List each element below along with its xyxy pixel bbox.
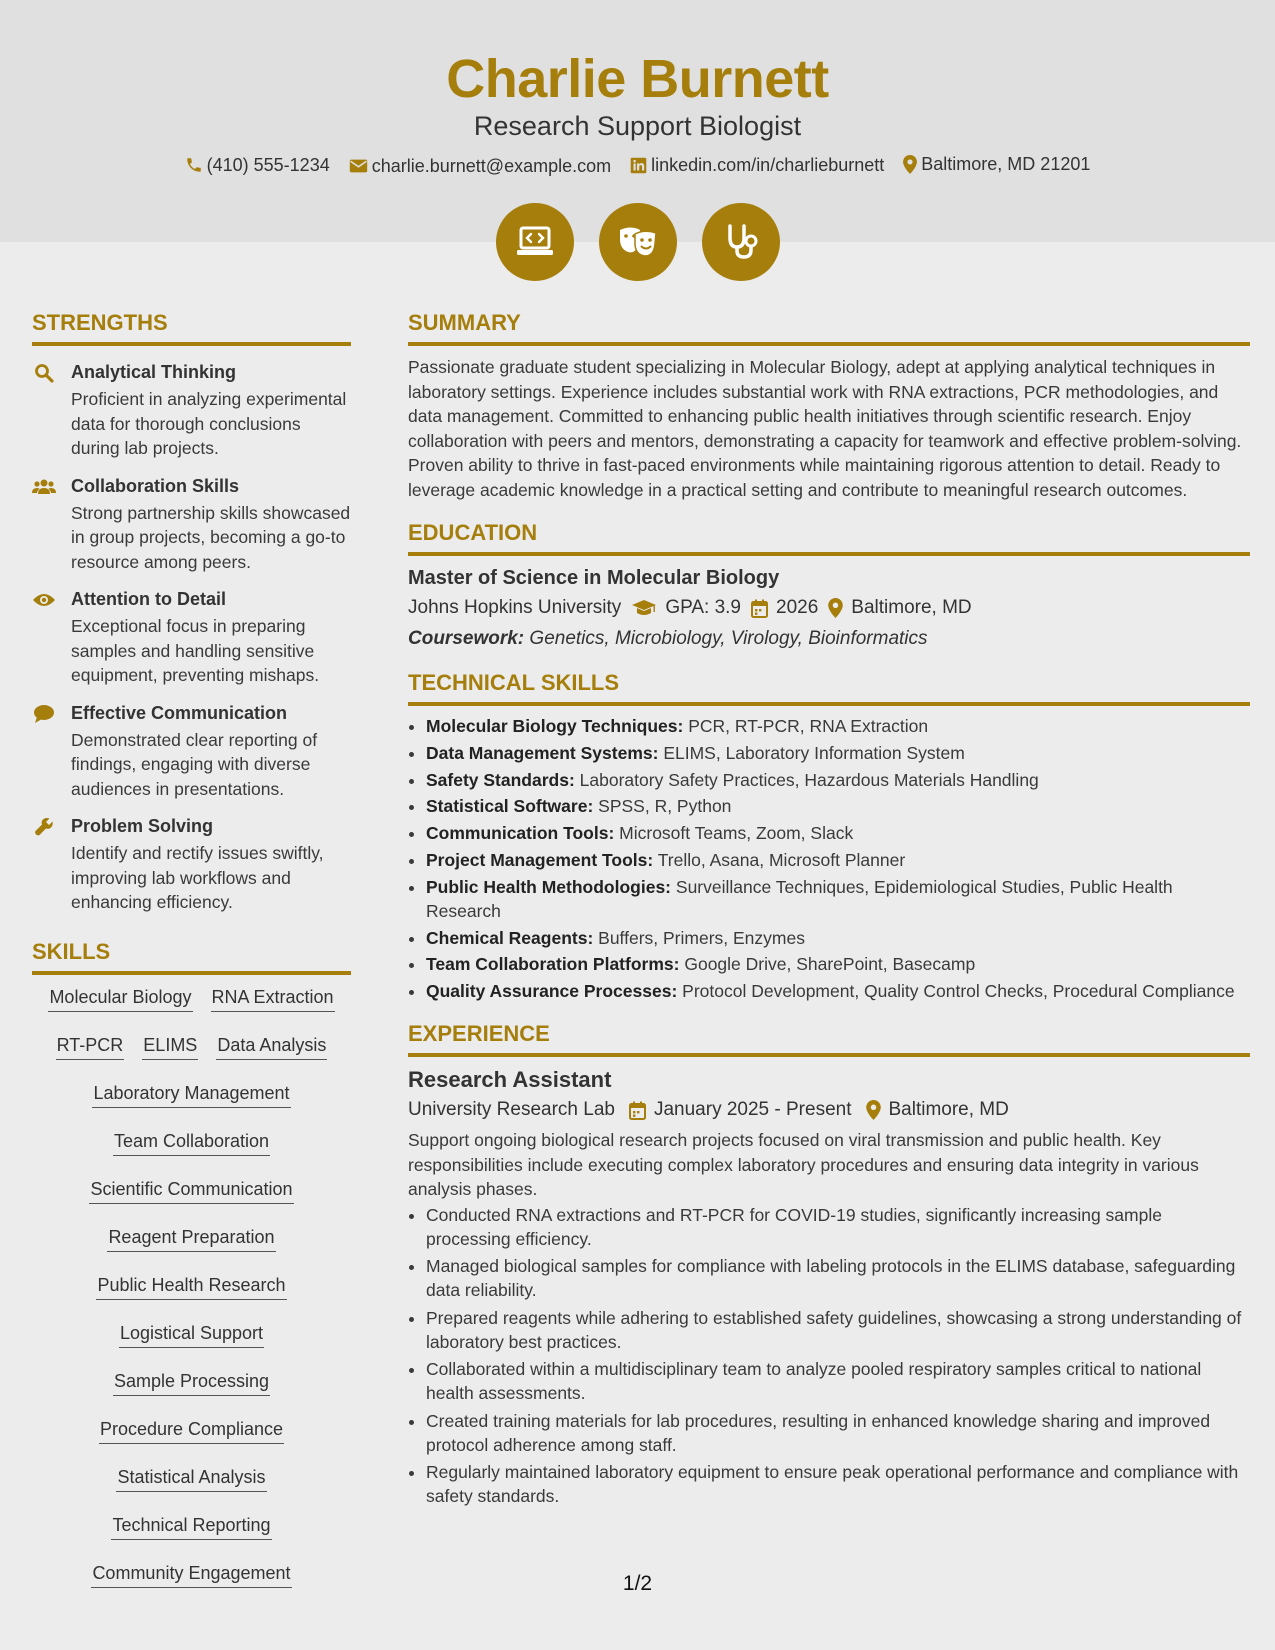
linkedin-text: linkedin.com/in/charlieburnett: [651, 155, 885, 175]
technical-skills-list: [408, 714, 1250, 1003]
list-item: [426, 794, 1250, 818]
strength-description: Identify and rectify issues swiftly, improving lab workflows and enhancing efficiency.: [71, 843, 324, 912]
skill-values: Google Drive, SharePoint, Basecamp: [684, 954, 976, 975]
skill-category: Communication Tools:: [426, 823, 615, 844]
list-item: [426, 979, 1250, 1003]
right-column: [408, 308, 1250, 1512]
list-item: [426, 926, 1250, 950]
education-heading: EDUCATION: [408, 518, 1250, 556]
strength-title: Analytical Thinking: [71, 362, 237, 382]
skill-tag: Community Engagement: [91, 1563, 291, 1588]
strength-title: Effective Communication: [71, 702, 288, 723]
skills-heading: SKILLS: [32, 937, 351, 975]
gpa-text: GPA: 3.9: [665, 597, 741, 618]
contact-location: [903, 152, 1090, 176]
skills-list: [32, 987, 351, 1588]
skill-category: Data Management Systems:: [426, 742, 659, 763]
candidate-name: Charlie Burnett: [446, 49, 829, 109]
education-details: [408, 595, 1250, 621]
location-text: Baltimore, MD 21201: [921, 154, 1091, 174]
contact-linkedin[interactable]: [630, 153, 884, 177]
contact-phone[interactable]: [185, 153, 330, 177]
linkedin-icon: [630, 157, 647, 174]
coursework: [408, 626, 1250, 652]
strength-title: Attention to Detail: [71, 589, 226, 609]
job-title: Research Support Biologist: [473, 111, 802, 141]
strength-description: Strong partnership skills showcased in group projects, becoming a go-to resource among peers.: [71, 502, 351, 572]
skill-category: Project Management Tools:: [426, 849, 654, 870]
strength-description: Exceptional focus in preparing samples and handling sensitive equipment, preventing mishaps.: [71, 616, 320, 685]
theater-masks-icon: [617, 224, 659, 260]
strength-item: [32, 814, 351, 915]
skill-category: Molecular Biology Techniques:: [426, 716, 684, 736]
job-dates-text: January 2025 - Present: [653, 1099, 852, 1121]
search-icon: [32, 362, 56, 384]
strength-title: Collaboration Skills: [71, 475, 240, 496]
summary-text: Passionate graduate student specializing in Molecular Biology, adept at applying analytical techniques in laboratory settings. Experience includes substantial work with RNA extractions, PCR methodologies, and data management. Committed to enhancing public health initiatives through scientific research. Enjoy collaboration with peers and mentors, demonstrating a capacity for teamwork and effective problem-solving. Proven ability to thrive in fast-paced environments while maintaining rigorous attention to detail. Ready to leverage academic knowledge in a practical setting and contribute to meaningful research outcomes.: [408, 357, 1242, 500]
skill-values: Surveillance Techniques, Epidemiological Studies, Public Health Research: [426, 876, 1173, 921]
list-item: • Collaborated within a multidisciplinary team to analyze pooled respiratory samples critical to national health assessments.: [426, 1357, 1250, 1405]
skill-values: Protocol Development, Quality Control Checks, Procedural Compliance: [682, 981, 1235, 1002]
degree-title: Master of Science in Molecular Biology: [408, 567, 780, 589]
laptop-code-icon: [515, 224, 555, 260]
list-item: [426, 875, 1250, 923]
year-text: 2026: [776, 597, 819, 618]
skill-tag: Logistical Support: [119, 1323, 264, 1348]
contact-email[interactable]: [349, 154, 611, 178]
badge-row: [0, 203, 1275, 281]
skill-tag: ELIMS: [142, 1035, 198, 1060]
coursework-label: Coursework:: [408, 628, 525, 649]
skill-tag: Reagent Preparation: [107, 1227, 275, 1252]
users-icon: [32, 476, 56, 498]
skill-values: ELIMS, Laboratory Information System: [663, 742, 965, 763]
experience-heading: EXPERIENCE: [408, 1019, 1250, 1057]
edu-location-field: [828, 595, 971, 621]
stethoscope-icon: [723, 223, 759, 261]
skill-values: Buffers, Primers, Enzymes: [598, 927, 805, 948]
list-item: • Created training materials for lab procedures, resulting in enhanced knowledge sharing and improved protocol adherence among staff.: [426, 1409, 1250, 1457]
job-dates-field: [629, 1097, 852, 1123]
contact-bar: [0, 152, 1275, 180]
strength-item: [32, 701, 351, 802]
skill-values: SPSS, R, Python: [598, 796, 732, 817]
skill-tag: Sample Processing: [113, 1371, 270, 1396]
map-marker-icon: [828, 598, 843, 618]
job-bullets: [408, 1203, 1250, 1509]
strength-item: [32, 474, 351, 575]
calendar-icon: [629, 1101, 646, 1120]
skill-category: Statistical Software:: [426, 796, 594, 817]
skill-tag: Statistical Analysis: [116, 1467, 266, 1492]
strength-title: Problem Solving: [71, 816, 214, 836]
comment-icon: [32, 703, 56, 725]
list-item: [426, 821, 1250, 845]
graduation-cap-icon: [631, 599, 657, 617]
list-item: • Prepared reagents while adhering to established safety guidelines, showcasing a strong understanding of laboratory best practices.: [426, 1306, 1250, 1354]
stethoscope-badge: [702, 203, 780, 281]
edu-location-text: Baltimore, MD: [851, 597, 972, 618]
skill-values: Microsoft Teams, Zoom, Slack: [619, 823, 854, 844]
skill-category: Chemical Reagents:: [426, 927, 594, 948]
strength-item: [32, 587, 351, 688]
page-number: 1/2: [622, 1572, 653, 1595]
skill-tag: RT-PCR: [56, 1035, 125, 1060]
skill-tag: Molecular Biology: [48, 987, 192, 1012]
skill-values: PCR, RT-PCR, RNA Extraction: [688, 716, 929, 736]
skill-tag: Team Collaboration: [113, 1131, 270, 1156]
job-location-text: Baltimore, MD: [888, 1099, 1009, 1121]
laptop-code-badge: [496, 203, 574, 281]
phone-text: (410) 555-1234: [206, 154, 330, 175]
job-details: [408, 1097, 1250, 1123]
envelope-icon: [349, 158, 368, 174]
phone-icon: [185, 156, 203, 174]
strengths-heading: STRENGTHS: [32, 308, 351, 346]
list-item: • Regularly maintained laboratory equipment to ensure peak operational performance and compliance with safety standards.: [426, 1460, 1250, 1508]
skill-tag: Laboratory Management: [92, 1083, 290, 1108]
job-description: Support ongoing biological research projects focused on viral transmission and public health. Key responsibilities include executing complex laboratory procedures and ensuring data integrity in various analysis phases.: [408, 1130, 1199, 1200]
map-marker-icon: [903, 155, 917, 174]
skill-tag: Technical Reporting: [111, 1515, 271, 1540]
list-item: • Managed biological samples for compliance with labeling protocols in the ELIMS database, safeguarding data reliability.: [426, 1254, 1250, 1302]
strength-item: [32, 360, 351, 461]
wrench-icon: [32, 816, 56, 838]
list-item: [426, 768, 1250, 792]
skill-values: Trello, Asana, Microsoft Planner: [657, 849, 906, 870]
skill-category: Quality Assurance Processes:: [426, 981, 678, 1002]
left-column: [32, 308, 351, 1611]
job-location-field: [866, 1097, 1009, 1123]
skill-tag: Data Analysis: [216, 1035, 327, 1060]
skill-tag: RNA Extraction: [211, 987, 335, 1012]
eye-icon: [32, 589, 56, 611]
list-item: [426, 848, 1250, 872]
skill-category: Safety Standards:: [426, 769, 575, 790]
school-name: Johns Hopkins University: [408, 597, 622, 618]
map-marker-icon: [866, 1100, 881, 1120]
skill-values: Laboratory Safety Practices, Hazardous Materials Handling: [579, 769, 1039, 790]
technical-skills-heading: TECHNICAL SKILLS: [408, 668, 1250, 706]
gpa-field: [631, 595, 741, 621]
list-item: [426, 952, 1250, 976]
skill-tag: Public Health Research: [96, 1275, 286, 1300]
list-item: • Conducted RNA extractions and RT-PCR for COVID-19 studies, significantly increasing sample processing efficiency.: [426, 1203, 1250, 1251]
strength-description: Demonstrated clear reporting of findings, engaging with diverse audiences in presentations.: [71, 729, 318, 799]
theater-masks-badge: [599, 203, 677, 281]
summary-heading: SUMMARY: [408, 308, 1250, 346]
list-item: [426, 741, 1250, 765]
email-text: charlie.burnett@example.com: [371, 155, 612, 176]
list-item: [426, 714, 1250, 738]
year-field: [751, 595, 818, 621]
employer-name: University Research Lab: [408, 1099, 615, 1121]
skill-category: Public Health Methodologies:: [426, 876, 672, 897]
calendar-icon: [751, 599, 768, 618]
skill-tag: Scientific Communication: [89, 1179, 293, 1204]
skill-tag: Procedure Compliance: [99, 1419, 284, 1444]
skill-category: Team Collaboration Platforms:: [426, 954, 680, 975]
coursework-list: Genetics, Microbiology, Virology, Bioinformatics: [529, 628, 928, 649]
strength-description: Proficient in analyzing experimental data for thorough conclusions during lab projects.: [71, 389, 347, 458]
job-role-title: Research Assistant: [408, 1067, 612, 1093]
